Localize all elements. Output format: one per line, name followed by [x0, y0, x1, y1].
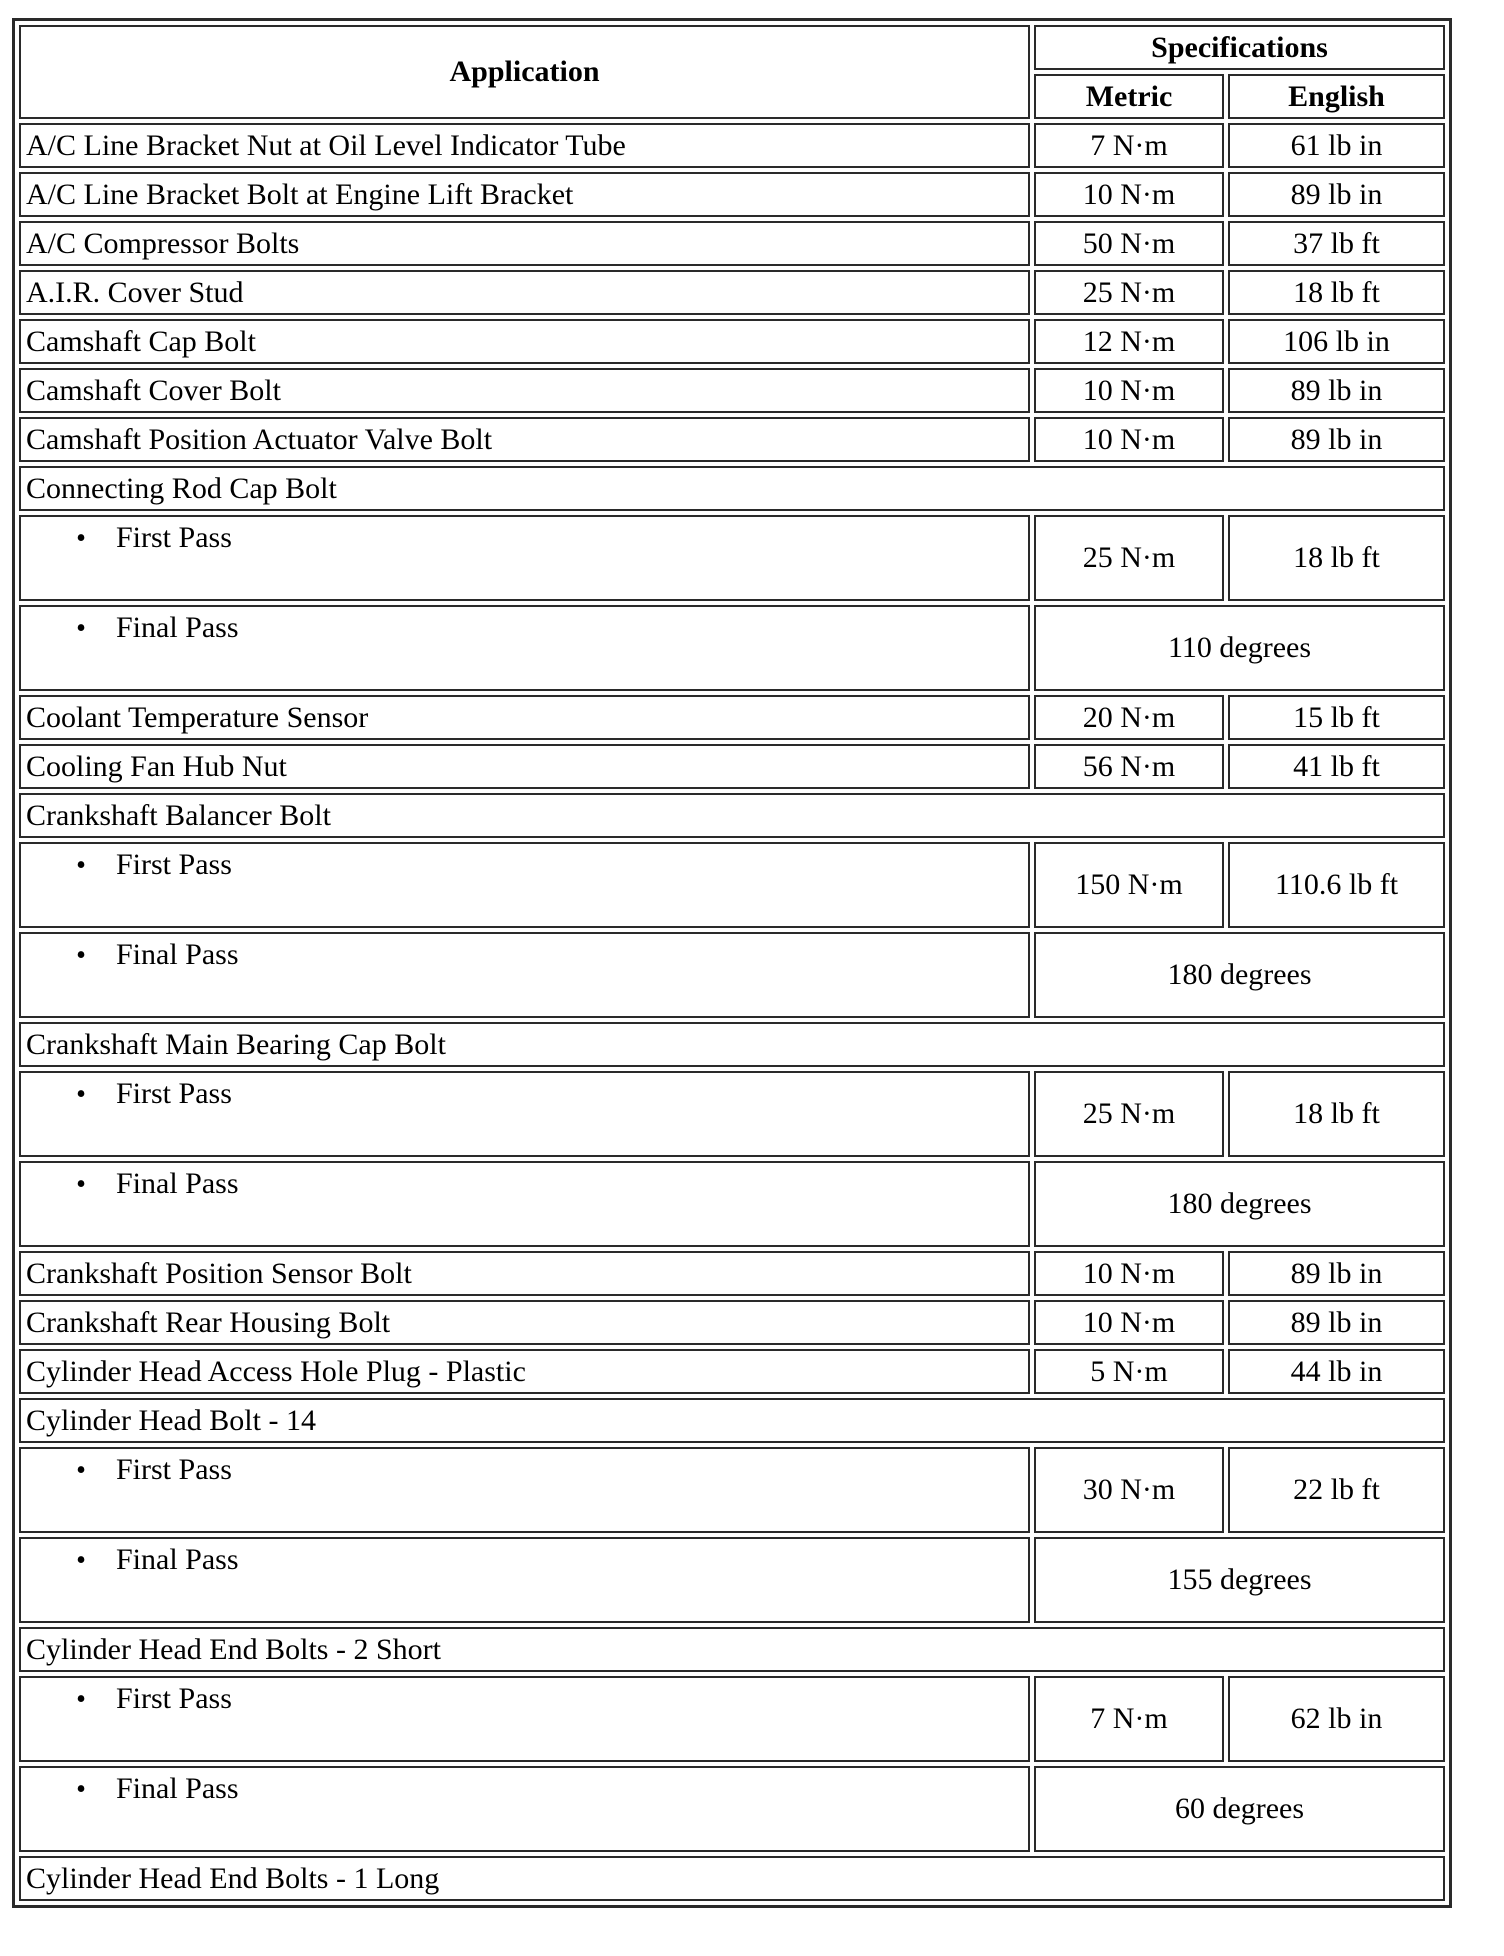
table-row — [19, 221, 1445, 266]
metric-cell: 12 N·m — [1034, 319, 1224, 364]
metric-cell: 10 N·m — [1034, 368, 1224, 413]
english-cell: 15 lb ft — [1228, 695, 1445, 740]
application-cell — [19, 1676, 1030, 1762]
english-cell: 18 lb ft — [1228, 515, 1445, 601]
table-row — [19, 1537, 1445, 1623]
pass-label: First Pass — [116, 1453, 232, 1486]
bullet-icon: • — [76, 850, 86, 881]
group-heading-cell: Connecting Rod Cap Bolt — [19, 466, 1445, 511]
table-row — [19, 270, 1445, 315]
english-cell: 22 lb ft — [1228, 1447, 1445, 1533]
english-cell: 89 lb in — [1228, 417, 1445, 462]
application-cell — [19, 1161, 1030, 1247]
metric-cell: 30 N·m — [1034, 1447, 1224, 1533]
application-cell: A/C Line Bracket Bolt at Engine Lift Bracket — [19, 172, 1030, 217]
application-cell — [19, 605, 1030, 691]
application-cell: Camshaft Position Actuator Valve Bolt — [19, 417, 1030, 462]
english-cell: 61 lb in — [1228, 123, 1445, 168]
english-cell: 106 lb in — [1228, 319, 1445, 364]
spec-degrees-cell: 180 degrees — [1034, 932, 1445, 1018]
table-row — [19, 1071, 1445, 1157]
application-cell: Crankshaft Position Sensor Bolt — [19, 1251, 1030, 1296]
table-row — [19, 605, 1445, 691]
header-specifications: Specifications — [1034, 25, 1445, 70]
application-cell — [19, 1537, 1030, 1623]
english-cell: 89 lb in — [1228, 1300, 1445, 1345]
application-cell: A.I.R. Cover Stud — [19, 270, 1030, 315]
english-cell: 37 lb ft — [1228, 221, 1445, 266]
pass-label: Final Pass — [116, 1543, 239, 1576]
table-row — [19, 1766, 1445, 1852]
english-cell: 18 lb ft — [1228, 1071, 1445, 1157]
table-row — [19, 172, 1445, 217]
bullet-icon: • — [76, 523, 86, 554]
metric-cell: 7 N·m — [1034, 123, 1224, 168]
pass-label: Final Pass — [116, 1167, 239, 1200]
metric-cell: 25 N·m — [1034, 515, 1224, 601]
pass-label: First Pass — [116, 521, 232, 554]
table-row — [19, 466, 1445, 511]
application-cell: Camshaft Cap Bolt — [19, 319, 1030, 364]
english-cell: 89 lb in — [1228, 1251, 1445, 1296]
bullet-icon: • — [76, 1169, 86, 1200]
pass-label: Final Pass — [116, 611, 239, 644]
header-metric: Metric — [1034, 74, 1224, 119]
table-row — [19, 1161, 1445, 1247]
table-row — [19, 123, 1445, 168]
application-cell — [19, 932, 1030, 1018]
group-heading-cell: Cylinder Head End Bolts - 2 Short — [19, 1627, 1445, 1672]
pass-label: First Pass — [116, 1682, 232, 1715]
metric-cell: 10 N·m — [1034, 1300, 1224, 1345]
metric-cell: 10 N·m — [1034, 1251, 1224, 1296]
table-row — [19, 1398, 1445, 1443]
bullet-icon: • — [76, 1455, 86, 1486]
table-row — [19, 744, 1445, 789]
metric-cell: 25 N·m — [1034, 1071, 1224, 1157]
group-heading-cell: Cylinder Head End Bolts - 1 Long — [19, 1856, 1445, 1901]
application-cell — [19, 1766, 1030, 1852]
metric-cell: 25 N·m — [1034, 270, 1224, 315]
application-cell: A/C Compressor Bolts — [19, 221, 1030, 266]
metric-cell: 50 N·m — [1034, 221, 1224, 266]
english-cell: 89 lb in — [1228, 172, 1445, 217]
application-cell: Camshaft Cover Bolt — [19, 368, 1030, 413]
bullet-icon: • — [76, 940, 86, 971]
application-cell — [19, 842, 1030, 928]
english-cell: 110.6 lb ft — [1228, 842, 1445, 928]
table-row — [19, 1349, 1445, 1394]
bullet-icon: • — [76, 1545, 86, 1576]
metric-cell: 10 N·m — [1034, 172, 1224, 217]
pass-label: Final Pass — [116, 1772, 239, 1805]
table-row — [19, 1300, 1445, 1345]
bullet-icon: • — [76, 1774, 86, 1805]
metric-cell: 20 N·m — [1034, 695, 1224, 740]
pass-label: Final Pass — [116, 938, 239, 971]
table-row — [19, 1627, 1445, 1672]
group-heading-cell: Crankshaft Main Bearing Cap Bolt — [19, 1022, 1445, 1067]
application-cell: Coolant Temperature Sensor — [19, 695, 1030, 740]
application-cell: Crankshaft Rear Housing Bolt — [19, 1300, 1030, 1345]
spec-degrees-cell: 110 degrees — [1034, 605, 1445, 691]
metric-cell: 56 N·m — [1034, 744, 1224, 789]
bullet-icon: • — [76, 613, 86, 644]
english-cell: 62 lb in — [1228, 1676, 1445, 1762]
table-body — [19, 123, 1445, 1901]
application-cell — [19, 515, 1030, 601]
metric-cell: 5 N·m — [1034, 1349, 1224, 1394]
spec-degrees-cell: 155 degrees — [1034, 1537, 1445, 1623]
table-row — [19, 1251, 1445, 1296]
table-row — [19, 368, 1445, 413]
table-row — [19, 515, 1445, 601]
english-cell: 44 lb in — [1228, 1349, 1445, 1394]
table-row — [19, 842, 1445, 928]
bullet-icon: • — [76, 1079, 86, 1110]
table-row — [19, 932, 1445, 1018]
application-cell: Cooling Fan Hub Nut — [19, 744, 1030, 789]
spec-degrees-cell: 60 degrees — [1034, 1766, 1445, 1852]
table-header — [19, 25, 1445, 119]
bullet-icon: • — [76, 1684, 86, 1715]
metric-cell: 10 N·m — [1034, 417, 1224, 462]
application-cell: Cylinder Head Access Hole Plug - Plastic — [19, 1349, 1030, 1394]
table-row — [19, 417, 1445, 462]
table-row — [19, 793, 1445, 838]
header-application: Application — [19, 25, 1030, 119]
english-cell: 18 lb ft — [1228, 270, 1445, 315]
metric-cell: 7 N·m — [1034, 1676, 1224, 1762]
metric-cell: 150 N·m — [1034, 842, 1224, 928]
application-cell: A/C Line Bracket Nut at Oil Level Indicator Tube — [19, 123, 1030, 168]
pass-label: First Pass — [116, 1077, 232, 1110]
english-cell: 89 lb in — [1228, 368, 1445, 413]
application-cell — [19, 1447, 1030, 1533]
group-heading-cell: Cylinder Head Bolt - 14 — [19, 1398, 1445, 1443]
torque-spec-table — [12, 18, 1452, 1908]
pass-label: First Pass — [116, 848, 232, 881]
application-cell — [19, 1071, 1030, 1157]
table-row — [19, 319, 1445, 364]
header-english: English — [1228, 74, 1445, 119]
table-row — [19, 1676, 1445, 1762]
group-heading-cell: Crankshaft Balancer Bolt — [19, 793, 1445, 838]
table-row — [19, 1447, 1445, 1533]
table-row — [19, 1022, 1445, 1067]
table-row — [19, 1856, 1445, 1901]
english-cell: 41 lb ft — [1228, 744, 1445, 789]
spec-degrees-cell: 180 degrees — [1034, 1161, 1445, 1247]
table-row — [19, 695, 1445, 740]
